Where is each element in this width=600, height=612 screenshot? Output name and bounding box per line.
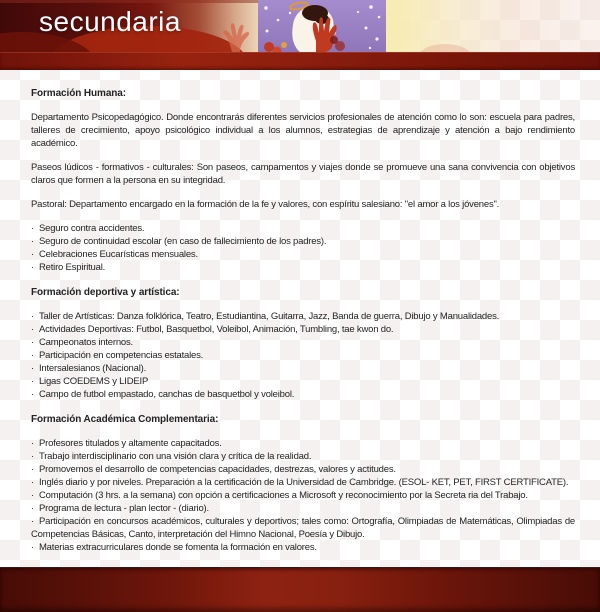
bullet-dot: ·	[31, 337, 34, 348]
list-item-text: Trabajo interdisciplinario con una visión clara y crítica de la realidad.	[38, 451, 312, 462]
list-item	[31, 362, 575, 375]
list-item	[31, 476, 575, 489]
list-item	[31, 375, 575, 388]
bullet-dot: ·	[31, 389, 34, 400]
bullet-dot: ·	[31, 542, 34, 553]
yellow-strip	[386, 0, 402, 52]
content-area	[0, 70, 600, 568]
list-item	[31, 310, 575, 323]
list-formacion-humana	[31, 222, 575, 274]
list-item-text: Participación en competencias estatales.	[38, 350, 204, 361]
header-banner	[0, 0, 600, 52]
bullet-dot: ·	[31, 477, 34, 488]
list-item	[31, 222, 575, 235]
list-item-text: Actividades Deportivas: Futbol, Basquetbol, Voleibol, Animación, Tumbling, tae kwon do.	[38, 324, 394, 335]
hand-shadow-shape	[335, 41, 345, 51]
list-item-text: Promovemos el desarrollo de competencias capacidades, destrezas, valores y actitudes.	[38, 464, 396, 475]
bullet-dot: ·	[31, 490, 34, 501]
list-item	[31, 541, 575, 554]
list-item-text: Ligas COEDEMS y LIDEIP	[38, 376, 149, 387]
warm-fade-overlay	[402, 0, 600, 52]
list-item-text: Retiro Espiritual.	[38, 262, 106, 273]
paragraph-pastoral: Pastoral: Departamento encargado en la formación de la fe y valores, con espíritu salesiano: "el amor a los jóvenes".	[31, 199, 500, 210]
bullet-dot: ·	[31, 311, 34, 322]
bullet-dot: ·	[31, 376, 34, 387]
list-item-text: Celebraciones Eucarísticas mensuales.	[38, 249, 198, 260]
list-item	[31, 489, 575, 502]
bullet-dot: ·	[31, 438, 34, 449]
bullet-dot: ·	[31, 451, 34, 462]
list-item-text: Profesores titulados y altamente capacitados.	[38, 438, 222, 449]
bullet-dot: ·	[31, 324, 34, 335]
list-item-text: Campeonatos internos.	[38, 337, 133, 348]
list-item-text: Seguro contra accidentes.	[38, 223, 145, 234]
list-academica-complementaria	[31, 437, 575, 554]
list-item	[31, 336, 575, 349]
list-item-text: Computación (3 hrs. a la semana) con opción a certificaciones a Microsoft y reconocimiento por la Secreta ria del Trabajo.	[38, 490, 528, 501]
list-item	[31, 323, 575, 336]
section-heading-formacion-humana: Formación Humana:	[31, 88, 126, 99]
footer-bar	[0, 567, 600, 612]
list-item	[31, 388, 575, 401]
list-item-text: Taller de Artísticas: Danza folklórica, Teatro, Estudiantina, Guitarra, Jazz, Banda de guerra, Dibujo y Manualidades.	[38, 311, 500, 322]
list-item	[31, 437, 575, 450]
list-item	[31, 515, 575, 541]
section-heading-deportiva-artistica: Formación deportiva y artística:	[31, 287, 180, 298]
section-heading-academica-complementaria: Formación Académica Complementaria:	[31, 414, 219, 425]
banner-top-highlight	[0, 0, 262, 3]
paragraph-paseos: Paseos lúdicos - formativos - culturales: Son paseos, campamentos y viajes donde se promueve una sana convivencia con objetivos claros que formen a la persona en su integridad.	[31, 162, 575, 186]
bullet-dot: ·	[31, 363, 34, 374]
list-deportiva-artistica	[31, 310, 575, 401]
bullet-dot: ·	[31, 503, 34, 514]
flower-shape	[281, 42, 287, 48]
list-item	[31, 450, 575, 463]
list-item-text: Seguro de continuidad escolar (en caso de fallecimiento de los padres).	[38, 236, 327, 247]
page-title: secundaria	[39, 6, 181, 37]
header-divider-bar	[0, 52, 600, 70]
flower-shape	[264, 42, 274, 52]
list-item	[31, 235, 575, 248]
bullet-dot: ·	[31, 464, 34, 475]
list-item-text: Inglés diario y por niveles. Preparación a la certificación de la Universidad de Cambridge. (ESOL- KET, PET, FIRST CERTIFICATE).	[38, 477, 569, 488]
list-item-text: Materias extracurriculares donde se fomenta la formación en valores.	[38, 542, 317, 553]
bullet-dot: ·	[31, 236, 34, 247]
bullet-dot: ·	[31, 516, 34, 527]
list-item-text: Participación en concursos académicos, culturales y deportivos; tales como: Ortografía, Olimpiadas de Matemáticas, Olimpiadas de Competencias Básicas, Canto, interpretación del Himno Nacional, Poesía y Dibujo.	[31, 516, 575, 540]
list-item	[31, 463, 575, 476]
bullet-dot: ·	[31, 262, 34, 273]
bullet-dot: ·	[31, 223, 34, 234]
list-item	[31, 248, 575, 261]
list-item-text: Intersalesianos (Nacional).	[38, 363, 147, 374]
list-item-text: Programa de lectura - plan lector - (diario).	[38, 503, 209, 514]
list-item	[31, 502, 575, 515]
list-item-text: Campo de futbol empastado, canchas de basquetbol y voleibol.	[38, 389, 295, 400]
list-item	[31, 261, 575, 274]
paragraph-psicopedagogico: Departamento Psicopedagógico. Donde encontrarás diferentes servicios profesionales de atención como lo son: escuela para padres, talleres de crecimiento, apoyo psicológico individual a los alumnos, estrategias de aprendizaje y atención a bajo rendimiento académico.	[31, 112, 575, 149]
list-item	[31, 349, 575, 362]
bullet-dot: ·	[31, 350, 34, 361]
bullet-dot: ·	[31, 249, 34, 260]
